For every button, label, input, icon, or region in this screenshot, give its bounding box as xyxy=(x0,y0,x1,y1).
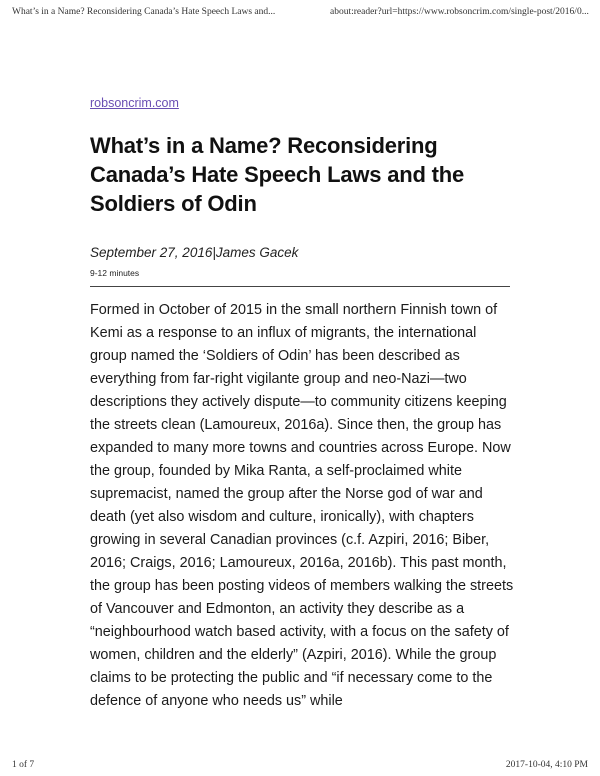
article-content xyxy=(90,94,514,727)
article-title: What’s in a Name? Reconsidering Canada’s Hate Speech Laws and the Soldiers of Odin xyxy=(90,133,465,216)
divider xyxy=(90,286,510,287)
article-paragraph: Formed in October of 2015 in the small northern Finnish town of Kemi as a response to an influx of migrants, the international group named the ‘Soldiers of Odin’ has been described as everything from far-right vigilante group and neo-Nazi—two descriptions they actively dispute—to community citizens keeping the streets clean (Lamoureux, 2016a). Since then, the group has expanded to many more towns and countries across Europe. Now the group, founded by Mika Ranta, a self-proclaimed white supremacist, named the group after the Norse god of war and death (yet also wisdom and culture, ironically), with chapters growing in several Canadian provinces (c.f. Azpiri, 2016; Biber, 2016; Craigs, 2016; Lamoureux, 2016a, 2016b). This past month, the group has been posting videos of members walking the streets of Vancouver and Edmonton, an activity they describe as a “neighbourhood watch based activity, with a focus on the safety of women, children and the elderly” (Azpiri, 2016). While the group claims to be protecting the public and “if necessary come to the defence of anyone who needs us” while xyxy=(90,302,514,709)
reading-time: 9-12 minutes xyxy=(90,268,140,278)
print-header-title: What’s in a Name? Reconsidering Canada’s Hate Speech Laws and... xyxy=(12,7,276,17)
source-domain-link[interactable]: robsoncrim.com xyxy=(90,96,179,110)
article-byline: September 27, 2016|James Gacek xyxy=(90,245,299,260)
page-number: 1 of 7 xyxy=(12,760,35,770)
print-timestamp: 2017-10-04, 4:10 PM xyxy=(505,760,588,770)
print-header-url: about:reader?url=https://www.robsoncrim.com/single-post/2016/0... xyxy=(330,7,589,17)
